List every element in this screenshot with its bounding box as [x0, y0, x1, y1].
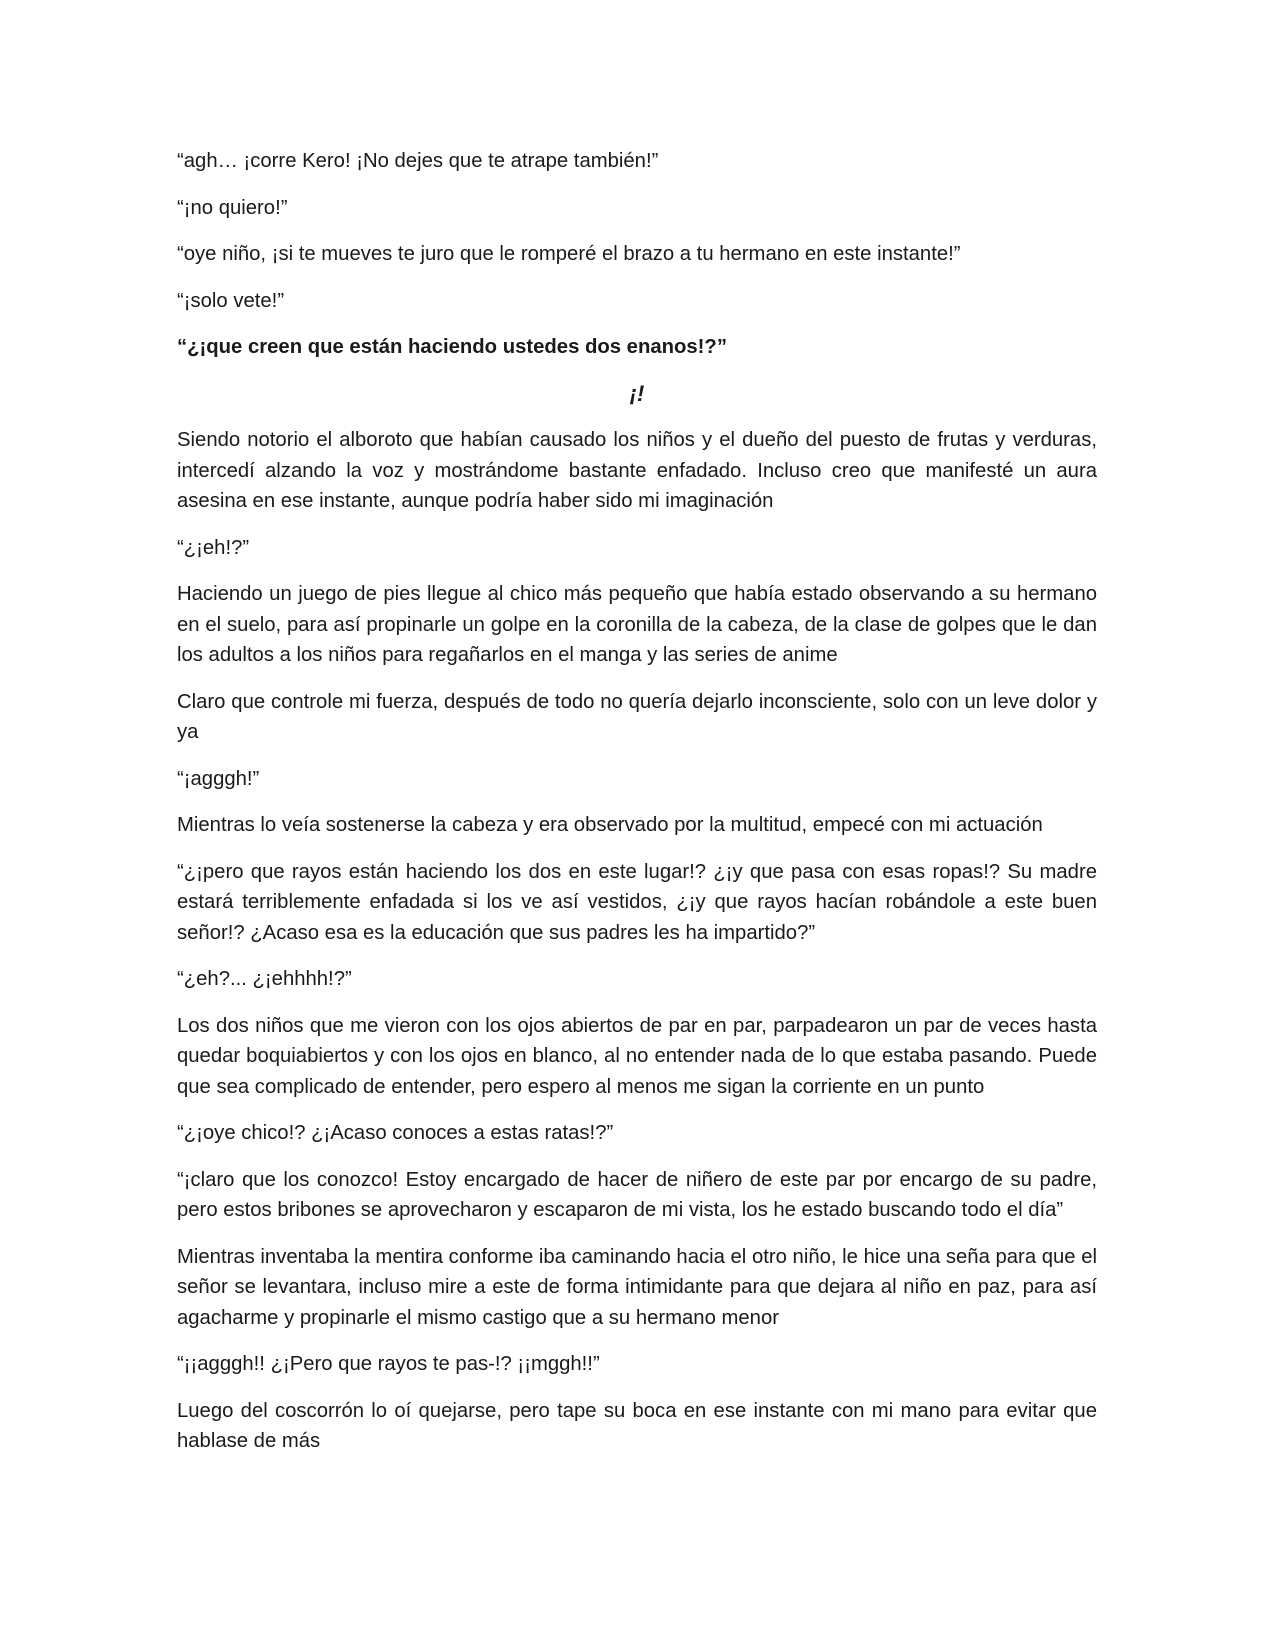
dialogue-line: “¡agggh!”	[177, 767, 260, 790]
document-page	[177, 146, 1097, 1473]
dialogue-line: “¡¡agggh!! ¿¡Pero que rayos te pas-!? ¡¡mggh!!”	[177, 1353, 600, 1375]
dialogue-line: “¡solo vete!”	[177, 289, 285, 312]
narration-paragraph: Siendo notorio el alboroto que habían causado los niños y el dueño del puesto de frutas y verduras, intercedí alzando la voz y mostrándome bastante enfadado. Incluso creo que manifesté un aura asesina en ese instante, aunque podría haber sido mi imaginación	[177, 429, 1097, 512]
dialogue-paragraph: “¡claro que los conozco! Estoy encargado de hacer de niñero de este par por encargo de su padre, pero estos bribones se aprovecharon y escaparon de mi vista, los he estado buscando todo el día”	[177, 1168, 1097, 1221]
bold-dialogue-line: “¿¡que creen que están haciendo ustedes dos enanos!?”	[177, 336, 727, 358]
narration-paragraph: Luego del coscorrón lo oí quejarse, pero tape su boca en ese instante con mi mano para evitar que hablase de más	[177, 1399, 1097, 1452]
narration-paragraph: Mientras lo veía sostenerse la cabeza y era observado por la multitud, empecé con mi actuación	[177, 814, 1043, 836]
dialogue-line: “agh… ¡corre Kero! ¡No dejes que te atrape también!”	[177, 150, 659, 172]
exclamation-mark: ¡!	[629, 380, 645, 406]
narration-paragraph: Los dos niños que me vieron con los ojos abiertos de par en par, parpadearon un par de veces hasta quedar boquiabiertos y con los ojos en blanco, al no entender nada de lo que estaba pasando. Puede que sea complicado de entender, pero espero al menos me sigan la corriente en un punto	[177, 1014, 1097, 1098]
dialogue-line: “oye niño, ¡si te mueves te juro que le romperé el brazo a tu hermano en este instante!”	[177, 243, 961, 265]
dialogue-line: “¿¡eh!?”	[177, 536, 250, 559]
narration-paragraph: Mientras inventaba la mentira conforme iba caminando hacia el otro niño, le hice una seña para que el señor se levantara, incluso mire a este de forma intimidante para que dejara al niño en paz, para así agacharme y propinarle el mismo castigo que a su hermano menor	[177, 1245, 1097, 1329]
dialogue-paragraph: “¿¡pero que rayos están haciendo los dos en este lugar!? ¿¡y que pasa con esas ropas!? Su madre estará terriblemente enfadada si los ve así vestidos, ¿¡y que rayos hacían robándole a este buen señor!? ¿Acaso esa es la educación que sus padres les ha impartido?”	[177, 860, 1097, 944]
narration-paragraph: Haciendo un juego de pies llegue al chico más pequeño que había estado observando a su hermano en el suelo, para así propinarle un golpe en la coronilla de la cabeza, de la clase de golpes que le dan los adultos a los niños para regañarlos en el manga y las series de anime	[177, 583, 1097, 666]
narration-paragraph: Claro que controle mi fuerza, después de todo no quería dejarlo inconsciente, solo con un leve dolor y ya	[177, 690, 1097, 743]
dialogue-line: “¿¡oye chico!? ¿¡Acaso conoces a estas ratas!?”	[177, 1122, 614, 1144]
dialogue-line: “¿eh?... ¿¡ehhhh!?”	[177, 968, 352, 990]
dialogue-line: “¡no quiero!”	[177, 196, 288, 219]
